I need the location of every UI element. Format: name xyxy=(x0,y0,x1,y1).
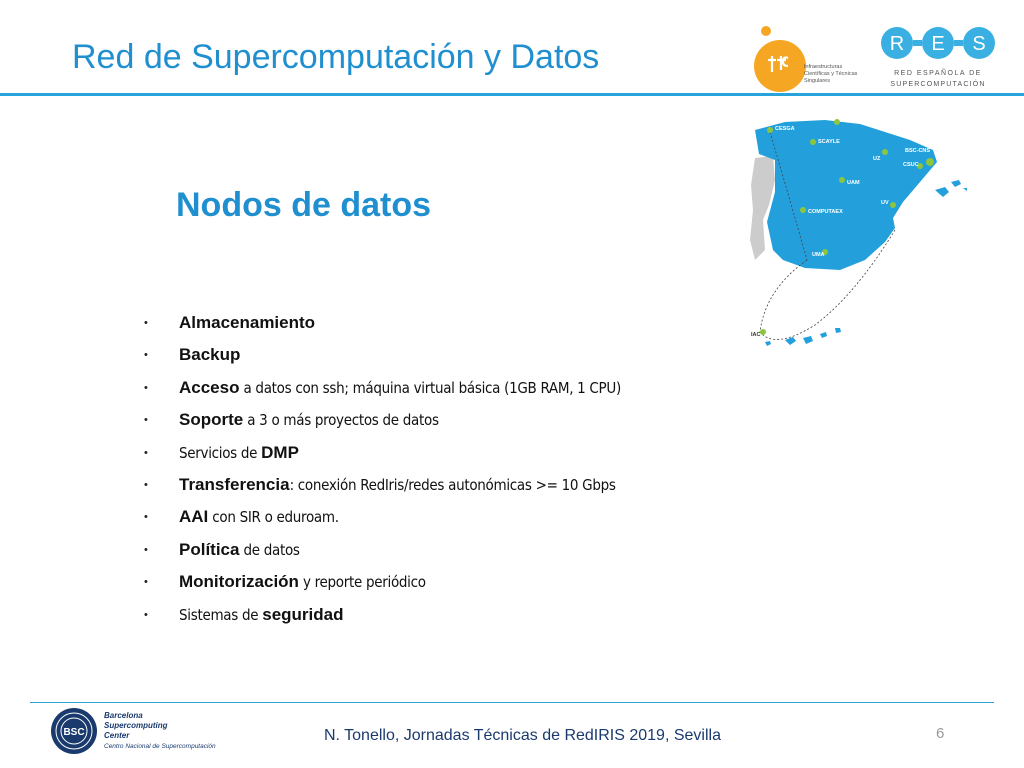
label-bsc-cns: BSC-CNS xyxy=(905,148,931,154)
res-letter-s: S xyxy=(972,33,986,55)
list-item: • Política de datos xyxy=(140,537,720,569)
spain-network-map xyxy=(745,110,980,355)
list-item: • Servicios de DMP xyxy=(140,440,720,472)
label-cesga: CESGA xyxy=(775,126,795,132)
page-number: 6 xyxy=(936,725,945,742)
res-line-1: RED ESPAÑOLA DE xyxy=(894,70,982,77)
list-item: • Monitorización y reporte periódico xyxy=(140,569,720,601)
bsc-logo xyxy=(50,707,230,755)
node-cesga xyxy=(767,127,773,133)
list-item: • Backup xyxy=(140,342,720,374)
icts-text-3: Singulares xyxy=(804,78,830,84)
title-divider xyxy=(0,93,1024,96)
res-line-2: SUPERCOMPUTACIÓN xyxy=(890,81,986,88)
icts-text-2: Científicas y Técnicas xyxy=(804,71,858,77)
label-uc: UC xyxy=(837,114,845,120)
label-uz: UZ xyxy=(873,156,881,162)
icts-logo xyxy=(750,26,870,92)
label-uv: UV xyxy=(881,200,889,206)
list-item: • Sistemas de seguridad xyxy=(140,602,720,634)
list-item: • Acceso a datos con ssh; máquina virtual básica (1GB RAM, 1 CPU) xyxy=(140,375,720,407)
node-computaex xyxy=(800,207,806,213)
section-subtitle: Nodos de datos xyxy=(176,186,432,224)
bsc-line-3: Center xyxy=(104,731,130,740)
label-scayle: SCAYLE xyxy=(818,139,840,145)
bsc-line-2: Supercomputing xyxy=(104,721,168,730)
node-uz xyxy=(882,149,888,155)
label-csuc: CSUC xyxy=(903,162,919,168)
footer-text: N. Tonello, Jornadas Técnicas de RedIRIS 2019, Sevilla xyxy=(324,727,721,744)
res-letter-r: R xyxy=(889,33,905,55)
node-uam xyxy=(839,177,845,183)
spain-shape xyxy=(755,120,937,270)
footer-divider xyxy=(30,702,994,703)
label-uam: UAM xyxy=(847,180,860,186)
node-bsc-cns xyxy=(926,158,934,166)
bsc-badge-text: BSC xyxy=(63,727,85,738)
list-item: • AAI con SIR o eduroam. xyxy=(140,504,720,536)
label-computaex: COMPUTAEX xyxy=(808,209,843,215)
slide-title: Red de Supercomputación y Datos xyxy=(72,38,600,76)
label-iac: IAC xyxy=(751,332,761,338)
list-item: • Transferencia: conexión RedIris/redes autonómicas >= 10 Gbps xyxy=(140,472,720,504)
node-iac xyxy=(760,329,766,335)
canary-islands xyxy=(765,328,841,346)
list-item: • Soporte a 3 o más proyectos de datos xyxy=(140,407,720,439)
label-uma: UMA xyxy=(812,252,825,258)
node-scayle xyxy=(810,139,816,145)
bsc-line-4: Centro Nacional de Supercomputación xyxy=(104,743,216,750)
res-letter-e: E xyxy=(931,33,945,55)
list-item: • Almacenamiento xyxy=(140,310,720,342)
balearic-islands xyxy=(935,180,967,197)
icts-text-1: Infraestructuras xyxy=(804,64,843,70)
node-uv xyxy=(890,202,896,208)
services-list xyxy=(140,310,720,634)
bsc-line-1: Barcelona xyxy=(104,711,143,720)
res-logo xyxy=(878,26,998,92)
